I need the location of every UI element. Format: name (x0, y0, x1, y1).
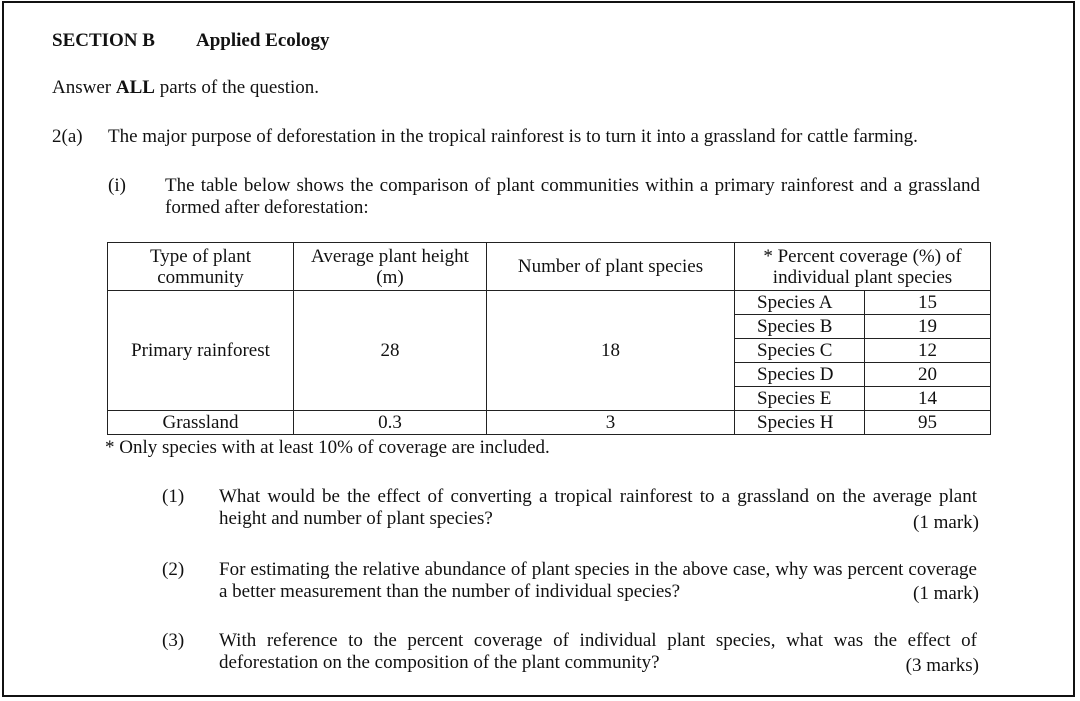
subquestion-marks: (3 marks) (905, 655, 979, 676)
question-text: The major purpose of deforestation in the tropical rainforest is to turn it into a grassland for cattle farming. (108, 126, 918, 147)
instruction-prefix: Answer (52, 77, 116, 98)
species-coverage: 14 (865, 387, 991, 411)
species-coverage: 19 (865, 315, 991, 339)
subquestion-text: What would be the effect of converting a tropical rainforest to a grassland on the average plant height and number of plant species? (219, 486, 977, 529)
part-i-number: (i) (108, 175, 126, 196)
species-name: Species A (735, 291, 865, 315)
plant-community-table (107, 242, 991, 435)
instruction-suffix: parts of the question. (154, 77, 320, 98)
instruction (52, 77, 319, 99)
grassland-height: 0.3 (294, 411, 487, 435)
grassland-label: Grassland (108, 411, 294, 435)
subquestion-number: (1) (162, 486, 185, 507)
question-number: 2(a) (52, 126, 83, 147)
subquestion-number: (2) (162, 559, 185, 580)
part-i-text: The table below shows the comparison of plant communities within a primary rainforest and a grassland formed after deforestation: (165, 175, 980, 218)
table-footnote: * Only species with at least 10% of coverage are included. (105, 437, 550, 458)
section-topic: Applied Ecology (196, 30, 330, 51)
species-name: Species H (735, 411, 865, 435)
rainforest-label: Primary rainforest (108, 291, 294, 411)
grassland-species-count: 3 (487, 411, 735, 435)
species-name: Species C (735, 339, 865, 363)
subquestion-text: For estimating the relative abundance of plant species in the above case, why was percent coverage a better measurement than the number of individual species? (219, 559, 977, 602)
species-coverage: 12 (865, 339, 991, 363)
instruction-emphasis: ALL (115, 77, 155, 98)
header-type: Type of plant community (108, 243, 294, 291)
header-coverage: * Percent coverage (%) of individual plant species (735, 243, 991, 291)
subquestion-number: (3) (162, 630, 185, 651)
species-name: Species E (735, 387, 865, 411)
rainforest-height: 28 (294, 291, 487, 411)
header-height: Average plant height (m) (294, 243, 487, 291)
subquestion-marks: (1 mark) (913, 583, 979, 604)
species-coverage: 95 (865, 411, 991, 435)
species-coverage: 15 (865, 291, 991, 315)
subquestion-text: With reference to the percent coverage of individual plant species, what was the effect of deforestation on the composition of the plant community? (219, 630, 977, 673)
species-name: Species D (735, 363, 865, 387)
species-coverage: 20 (865, 363, 991, 387)
rainforest-species-count: 18 (487, 291, 735, 411)
species-name: Species B (735, 315, 865, 339)
section-label: SECTION B (52, 30, 155, 51)
header-species-count: Number of plant species (487, 243, 735, 291)
subquestion-marks: (1 mark) (913, 512, 979, 533)
